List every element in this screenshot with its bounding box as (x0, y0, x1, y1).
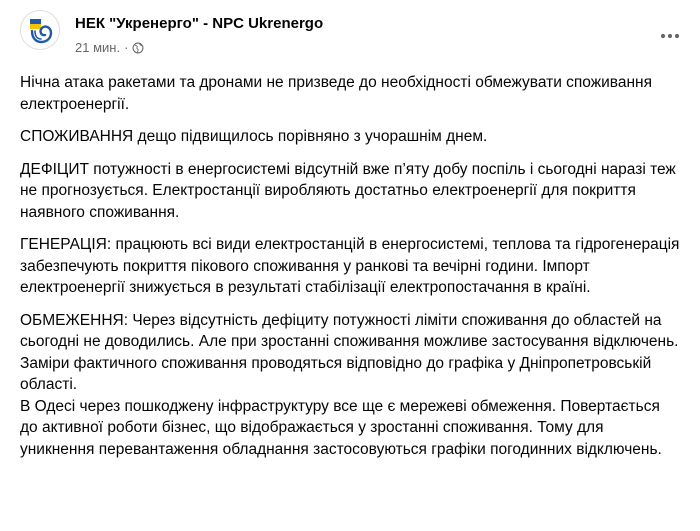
post-paragraph-consumption: СПОЖИВАННЯ дещо підвищилось порівняно з учорашнім днем. (20, 128, 488, 145)
page-avatar[interactable] (20, 10, 60, 50)
post-paragraph-odesa: В Одесі через пошкоджену інфраструктуру все ще є мережеві обмеження. Повертається до активної роботи бізнес, що відображається у зростанні споживання. Тому для уникнення перевантаження обладнання застосовуються графіки погодинних відключень. (20, 397, 662, 458)
page-name-link[interactable]: НЕК "Укренерго" - NPC Ukrenergo (75, 15, 324, 32)
post-paragraph-restrictions: ОБМЕЖЕННЯ: Через відсутність дефіциту потужності ліміти споживання до областей на сьогодні не доводились. Але при зростанні споживання можливе застосування відключень. Заміри фактичного споживання проводяться відповідно до графіка у Дніпропетровській області. (20, 311, 679, 393)
post-paragraph-deficit: ДЕФІЦИТ потужності в енергосистемі відсутній вже п’яту добу поспіль і сьогодні наразі теж не прогнозується. Електростанції виробляють достатньо електроенергії для покриття наявного споживання. (20, 160, 676, 221)
globe-icon (132, 42, 144, 54)
post-paragraph-intro: Нічна атака ракетами та дронами не призведе до необхідності обмежувати споживання електроенергії. (20, 74, 652, 113)
post-header (20, 10, 680, 60)
more-horizontal-icon (660, 33, 680, 39)
ukrenergo-logo-icon (21, 11, 60, 50)
post-text (20, 72, 680, 460)
meta-separator: · (124, 40, 129, 55)
post-paragraph-generation: ГЕНЕРАЦІЯ: працюють всі види електростанцій в енергосистемі, теплова та гідрогенерація забезпечують покриття пікового споживання у ранкові та вечірні години. Імпорт електроенергії знижується в результаті стабілізації електропостачання в країні. (20, 236, 680, 296)
post-timestamp[interactable]: 21 мин. (75, 40, 121, 55)
post-options-button[interactable] (652, 22, 688, 50)
post-meta (75, 40, 144, 55)
